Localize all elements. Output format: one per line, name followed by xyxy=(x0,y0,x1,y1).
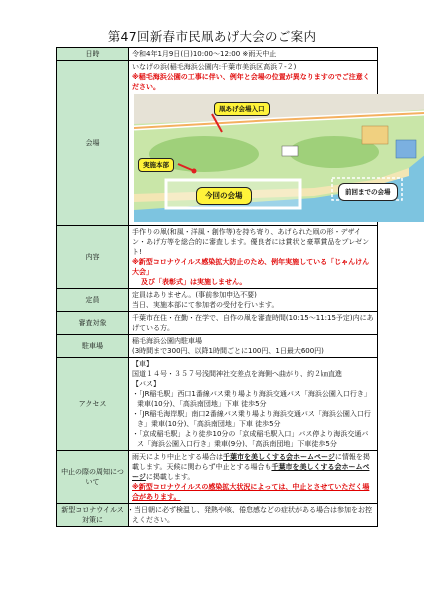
access-car-header: 【車】 xyxy=(132,360,153,368)
access-bus-item: ・「JR稲毛駅」西口1番線バス乗り場より海浜交通バス「海浜公園入口行き」乗車(10分)、「高浜南団地」下車 徒歩5分 xyxy=(132,390,371,408)
label-eligibility: 審査対象 xyxy=(57,312,129,335)
row-access xyxy=(57,358,378,451)
info-table xyxy=(56,47,391,527)
venue-place: いなげの浜(稲毛海浜公園内:千葉市美浜区高浜７-２) xyxy=(132,63,297,71)
content-text: 手作りの凧(和風・洋風・創作等)を持ち寄り、あげられた凧の形・デザイン・あげ方等を総合的に審査します。優良者には賞状と豪華賞品をプレゼント! xyxy=(132,228,370,256)
map-hq-marker xyxy=(192,169,197,174)
content-note-a: ※新型コロナウイルス感染拡大防止のため、例年実施している「じゃんけん大会」 xyxy=(132,258,370,276)
map-facility xyxy=(362,126,388,144)
cancel-text-part: 雨天により中止とする場合は xyxy=(132,453,223,461)
map-pool xyxy=(396,140,416,158)
row-venue xyxy=(57,61,378,226)
cancel-homepage-link[interactable]: 千葉市を美しくする会ホームページ xyxy=(223,453,335,461)
row-date xyxy=(57,48,378,61)
label-capacity: 定員 xyxy=(57,289,129,312)
row-eligibility xyxy=(57,312,378,335)
label-content: 内容 xyxy=(57,226,129,289)
map-graphic xyxy=(134,94,424,222)
row-capacity xyxy=(57,289,378,312)
cancel-text-part: に掲載します。 xyxy=(145,473,195,481)
row-covid xyxy=(57,504,378,527)
label-venue: 会場 xyxy=(57,61,129,226)
label-date: 日時 xyxy=(57,48,129,61)
map-building xyxy=(282,146,298,156)
cancel-text xyxy=(132,452,374,482)
capacity-line2: 当日、実施本部にて参加者の受付を行います。 xyxy=(132,301,279,309)
cancel-note: ※新型コロナウイルスの感染拡大状況によっては、中止とさせていただく場合があります。 xyxy=(132,483,370,501)
label-cancel: 中止の際の周知について xyxy=(57,451,129,504)
row-content xyxy=(57,226,378,289)
covid-text: ・当日朝に必ず検温し、発熱や咳、倦怠感などの症状がある場合は参加をお控えください。 xyxy=(129,504,378,527)
label-covid: 新型コロナウイルス対策に xyxy=(57,504,129,527)
capacity-line1: 定員はありません。(事前参加申込不要) xyxy=(132,291,257,299)
access-car-text: 国道１４号・３５７号浅間神社交差点を海側へ曲がり、約２㎞直進 xyxy=(132,370,342,378)
access-bus-item: ・「京成稲毛駅」より徒歩10分の「京成稲毛駅入口」バス停より海浜交通バス「海浜公園入口行き」乗車(9分)、「高浜南団地」下車徒歩5分 xyxy=(132,430,369,448)
cancel-homepage-link[interactable]: 千葉市を美しくする会ホームページ xyxy=(132,463,370,481)
eligibility-text: 千葉市在住・在勤・在学で、自作の凧を審査時間(10:15～11:15予定)内にあげている方。 xyxy=(129,312,378,335)
row-cancel xyxy=(57,451,378,504)
venue-map xyxy=(134,94,424,222)
value-date: 令和4年1月9日(日)10:00～12:00 ※雨天中止 xyxy=(129,48,378,61)
venue-note: ※稲毛海浜公園の工事に伴い、例年と会場の位置が異なりますのでご注意ください。 xyxy=(132,73,370,91)
parking-line2: (3時間まで300円、以降1時間ごとに100円、1日最大600円) xyxy=(132,347,324,355)
map-label-hq: 実施本部 xyxy=(138,158,174,172)
access-bus-item: ・「JR稲毛海岸駅」南口2番線バス乗り場より海浜交通バス「海浜公園入口行き」乗車(10分)、「高浜南団地」下車 徒歩5分 xyxy=(132,410,371,428)
content-note-b: 及び「表彰式」は実施しません。 xyxy=(141,278,247,286)
parking-line1: 稲毛海浜公園内駐車場 xyxy=(132,337,202,345)
row-parking xyxy=(57,335,378,358)
map-label-previous-venue: 前回までの会場 xyxy=(338,183,398,201)
map-label-entrance: 凧あげ会場入口 xyxy=(214,102,270,116)
label-access: アクセス xyxy=(57,358,129,451)
label-parking: 駐車場 xyxy=(57,335,129,358)
map-label-current-venue: 今回の会場 xyxy=(196,187,252,205)
page-title: 第47回新春市民凧あげ大会のご案内 xyxy=(107,29,317,44)
access-bus-header: 【バス】 xyxy=(132,380,160,388)
cancel-text-part: に情報を掲載します。天候に関わらず中止とする場合も xyxy=(132,453,370,471)
